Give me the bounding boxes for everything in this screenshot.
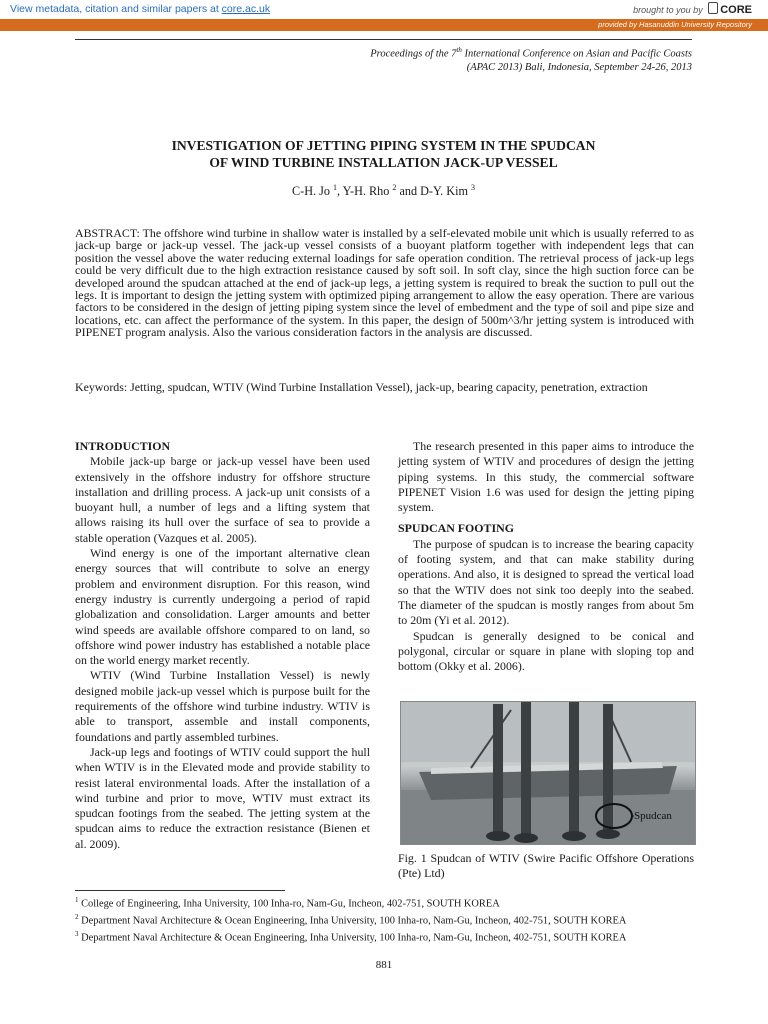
provided-by-bar xyxy=(0,19,768,31)
figure-caption: Fig. 1 Spudcan of WTIV (Swire Pacific Offshore Operations (Pte) Ltd) xyxy=(398,851,694,880)
core-banner xyxy=(0,0,768,20)
author-3-sup: 3 xyxy=(470,183,475,192)
spudcan-label: Spudcan xyxy=(634,810,672,822)
core-logo[interactable] xyxy=(708,2,752,16)
spudcan-paragraph-1: The purpose of spudcan is to increase the bearing capacity of footing system, and that can make stability during operations. And also, it is designed to spread the vertical load so that the WTIV does not sink too deeply into the seabed. The diameter of the spudcan is mostly ranges from about 5m to 20m (Yi et al. 2012). xyxy=(398,536,694,628)
left-column xyxy=(75,439,370,852)
footnote-2 xyxy=(75,911,695,928)
footnote-2-sup: 2 xyxy=(75,913,79,922)
intro-paragraph-2: Wind energy is one of the important alternative clean energy sources that will contribute to solve an energy problem and environment disruption. For this reason, wind energy industry is currently undergoing a period of rapid globalization and consolidation. Larger amounts and better wind speeds are available offshore compared to on land, so offshore wind power industry has established a notable place on the world energy market recently. xyxy=(75,546,370,668)
spudcan-paragraph-2: Spudcan is generally designed to be conical and polygonal, circular or square in plane with sloping top and bottom (Okky et al. 2006). xyxy=(398,628,694,674)
author-2: , Y-H. Rho xyxy=(336,184,393,199)
research-paragraph: The research presented in this paper aims to introduce the jetting system of WTIV and procedures of design the jetting piping systems. In this study, the commercial software PIPENET Vision 1.6 was used for design the jetting piping system. xyxy=(398,439,694,515)
proceedings-header xyxy=(370,44,692,74)
footnote-3-sup: 3 xyxy=(75,930,79,939)
intro-paragraph-1: Mobile jack-up barge or jack-up vessel have been used extensively in the offshore industry for offshore structure installation and drilling process. A jack-up unit consists of a buoyant hull, a number of legs and a lifting system that allows raising its hull over the surface of sea to provide a stable operation (Vazques et al. 2005). xyxy=(75,454,370,545)
spudcan-3 xyxy=(562,831,586,841)
right-column xyxy=(398,439,694,674)
jackup-vessel-illustration xyxy=(401,702,695,844)
footnote-3 xyxy=(75,928,695,945)
intro-paragraph-3: WTIV (Wind Turbine Installation Vessel) is newly designed mobile jack-up vessel which is purpose built for the requirements of the offshore wind turbine industry. WTIV is able to transport, assemble and install components, foundations and partly assembled turbines. xyxy=(75,668,370,744)
jackup-leg-2 xyxy=(521,702,531,836)
intro-paragraph-4: Jack-up legs and footings of WTIV could support the hull when WTIV is in the Elevated mode and provide stability to resist lateral environmental loads. After the installation of a wind turbine and prior to move, WTIV must extract its spudcan footings from the seabed. The jetting system at the spudcan aims to reduce the extraction resistance (Bienen et al. 2009). xyxy=(75,744,370,851)
spudcan-heading: SPUDCAN FOOTING xyxy=(398,521,514,536)
footnote-1-sup: 1 xyxy=(75,896,79,904)
provided-by-text: provided by Hasanuddin University Repository xyxy=(598,20,752,29)
author-1: C-H. Jo xyxy=(292,184,333,199)
keywords: Keywords: Jetting, spudcan, WTIV (Wind Turbine Installation Vessel), jack-up, bearing capacity, penetration, extraction xyxy=(75,380,648,394)
proceedings-post: International Conference on Asian and Pacific Coasts xyxy=(461,48,692,60)
title-line-1: INVESTIGATION OF JETTING PIPING SYSTEM IN THE SPUDCAN xyxy=(171,138,596,153)
spudcan-2 xyxy=(514,833,538,843)
author-1-sup: 1 xyxy=(332,183,337,192)
author-2-sup: 2 xyxy=(392,183,397,192)
paper-title xyxy=(75,137,692,171)
spudcan-4 xyxy=(596,829,620,839)
introduction-heading: INTRODUCTION xyxy=(75,439,171,453)
author-3: and D-Y. Kim xyxy=(396,184,471,199)
figure-jackup-vessel xyxy=(400,701,696,845)
sky xyxy=(401,702,695,762)
proceedings-sup: th xyxy=(456,46,462,54)
core-brand xyxy=(633,2,752,16)
brought-by-label: brought to you by xyxy=(633,5,703,15)
abstract: ABSTRACT: The offshore wind turbine in shallow water is installed by a self-elevated mobile unit which is usually referred to as jack-up barge or jack-up vessel. The jack-up vessel consists of a buoyant platform together with independent legs that can position the vessel above the water reducing external loadings for safe operation condition. The retrieval process of jack-up legs could be very difficult due to the high extraction resistance caused by soft soil. In soft clay, since the high suction force can be developed around the spudcan attached at the end of jack-up legs, a jetting system is required to break the suction to pull out the legs. It is important to design the jetting system with optimized piping arrangement to allow the easy operation. There are various factors to be considered in the design of jetting piping system since the level of embedment and the type of soil and pipe size and locations, etc. can affect the performance of the system. In this paper, the design of 500m^3/hr jetting system is introduced with PIPENET program analysis. Also the various consideration factors in the analysis are discussed. xyxy=(75,226,694,340)
footnote-3-text: Department Naval Architecture & Ocean Engineering, Inha University, 100 Inha-ro, Nam-Gu, Incheon, 402-751, SOUTH KOREA xyxy=(78,932,627,944)
core-link[interactable]: core.ac.uk xyxy=(221,3,271,15)
core-logo-icon xyxy=(708,2,718,14)
core-logo-text: CORE xyxy=(720,4,752,16)
title-line-2: OF WIND TURBINE INSTALLATION JACK-UP VESSEL xyxy=(209,155,558,170)
header-rule xyxy=(75,39,692,40)
proceedings-pre: Proceedings of the 7 xyxy=(370,48,457,60)
proceedings-line-2: (APAC 2013) Bali, Indonesia, September 24-26, 2013 xyxy=(466,61,692,73)
spudcan-1 xyxy=(486,831,510,841)
jackup-leg-3 xyxy=(569,702,579,834)
page-number: 881 xyxy=(375,959,393,971)
proceedings-line-1 xyxy=(370,44,692,61)
footnote-1 xyxy=(75,894,695,911)
footnotes xyxy=(75,894,695,945)
jackup-leg-1 xyxy=(493,704,503,834)
footnote-2-text: Department Naval Architecture & Ocean Engineering, Inha University, 100 Inha-ro, Nam-Gu, Incheon, 402-751, SOUTH KOREA xyxy=(78,915,627,927)
core-metadata-label: View metadata, citation and similar papers at xyxy=(10,3,222,15)
core-metadata-text xyxy=(10,3,270,15)
authors xyxy=(75,183,692,199)
footnote-1-text: College of Engineering, Inha University, 100 Inha-ro, Nam-Gu, Incheon, 402-751, SOUTH KOREA xyxy=(78,898,500,910)
footnote-rule xyxy=(75,890,285,891)
jackup-leg-4 xyxy=(603,704,613,832)
